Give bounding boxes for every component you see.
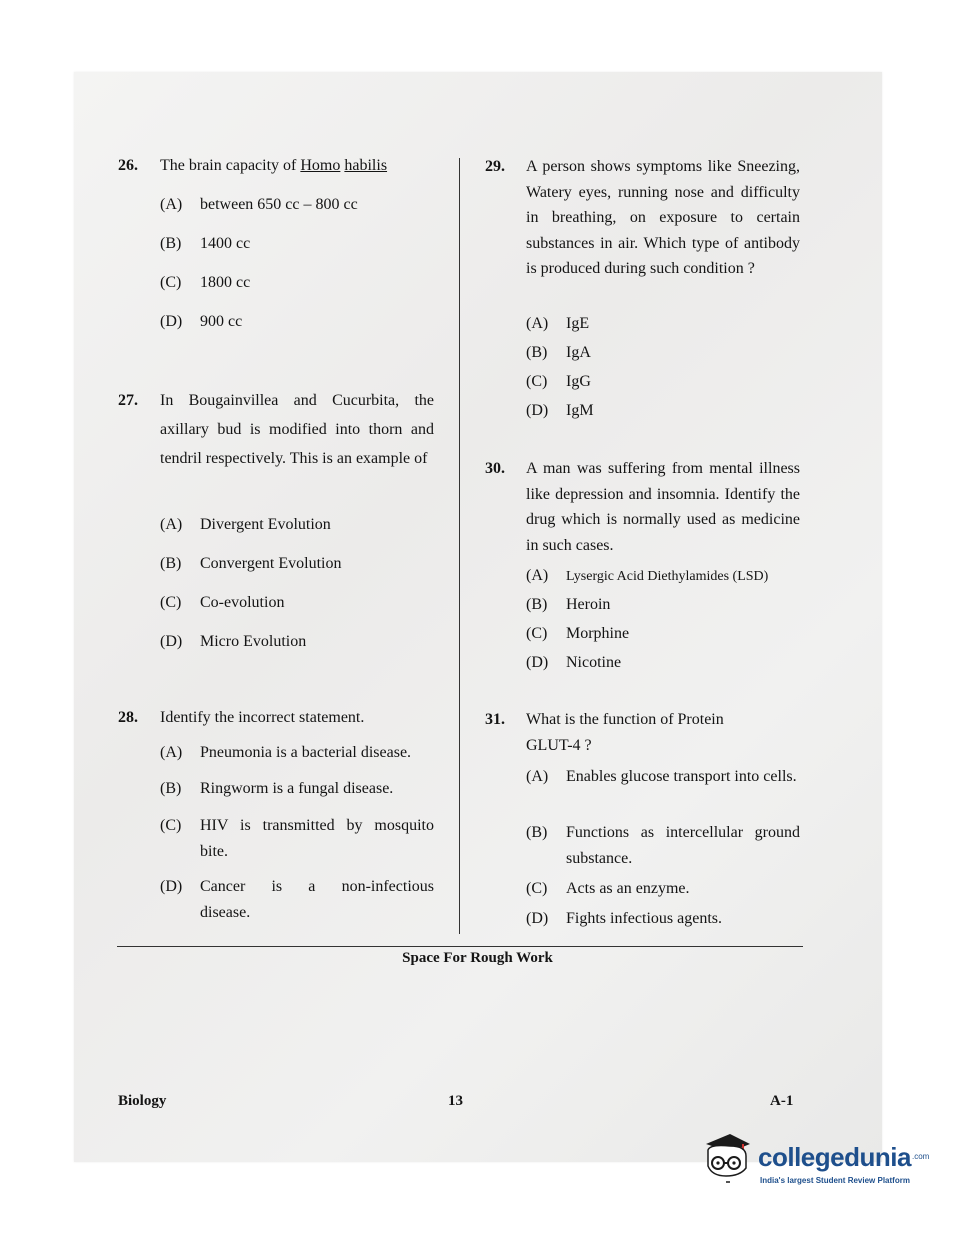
logo-wordmark: collegedunia — [758, 1142, 911, 1172]
logo-tagline: India's largest Student Review Platform — [760, 1176, 910, 1185]
question-28: 28. Identify the incorrect statement. (A) Pneumonia is a bacterial disease. (B) Ringworm is a fungal disease. (C) HIV is transmitted by mosquito bite. (D) Cancer is a non-infectious disease. — [118, 705, 448, 935]
collegedunia-logo — [700, 1130, 940, 1190]
option-c: (C) Co-evolution — [160, 594, 285, 611]
footer-page-number: 13 — [448, 1093, 463, 1109]
option-a: (A) IgE — [526, 315, 590, 332]
option-b: (B) Convergent Evolution — [160, 555, 342, 572]
question-29 — [485, 154, 805, 429]
option-a: (A) Lysergic Acid Diethylamides (LSD) — [526, 567, 769, 584]
option-c: (C) Morphine — [526, 625, 630, 642]
question-31: 31. What is the function of Protein GLUT-4 ? (A) Enables glucose transport into cells. (B) Functions as intercellular ground substance. (C) Acts as an enzyme. (D) Fights infectious agents. — [485, 707, 805, 937]
question-number: 30. — [485, 460, 505, 477]
question-number: 26. — [118, 157, 138, 174]
option-d: (D) Nicotine — [526, 654, 622, 671]
question-number: 31. — [485, 711, 505, 728]
question-27 — [118, 386, 438, 666]
option-d: (D) Fights infectious agents. — [526, 910, 722, 927]
mascot-icon — [700, 1130, 756, 1190]
question-30 — [485, 456, 805, 681]
question-text: A man was suffering from mental illness like depression and insomnia. Identify the drug which is normally used as medicine in such cases. — [526, 460, 800, 554]
option-a: (A) Pneumonia is a bacterial disease. — [160, 744, 412, 761]
question-number: 29. — [485, 158, 505, 175]
option-a: (A) Divergent Evolution — [160, 516, 331, 533]
question-number: 28. — [118, 709, 138, 726]
option-b: (B) Heroin — [526, 596, 611, 613]
question-text: A person shows symptoms like Sneezing, Watery eyes, running nose and difficulty in breathing, on exposure to certain substances in air. Which type of antibody is produced during such condition ? — [526, 158, 800, 277]
logo-domain: .com — [912, 1152, 930, 1161]
option-d: (D) Micro Evolution — [160, 633, 307, 650]
option-b: (B) Ringworm is a fungal disease. — [160, 780, 394, 797]
option-c: (C) Acts as an enzyme. — [526, 880, 690, 897]
option-c: (C) IgG — [526, 373, 591, 390]
option-b: (B) IgA — [526, 344, 591, 361]
question-number: 27. — [118, 392, 138, 409]
question-26 — [118, 153, 438, 343]
footer-subject: Biology — [118, 1093, 167, 1109]
option-a: (A) between 650 cc – 800 cc — [160, 196, 358, 213]
footer-code: A-1 — [770, 1093, 794, 1109]
option-d: (D) 900 cc — [160, 313, 243, 330]
section-divider — [117, 946, 803, 947]
question-text: In Bougainvillea and Cucurbita, the axillary bud is modified into thorn and tendril respectively. This is an example of — [160, 392, 434, 467]
question-text: Identify the incorrect statement. — [160, 709, 365, 726]
question-text: The brain capacity of Homo habilis — [160, 157, 388, 174]
option-b: (B) 1400 cc — [160, 235, 251, 252]
question-text: What is the function of Protein GLUT-4 ? — [526, 711, 724, 754]
option-d: (D) IgM — [526, 402, 594, 419]
option-c: (C) 1800 cc — [160, 274, 251, 291]
rough-work-label: Space For Rough Work — [402, 950, 553, 966]
column-divider — [459, 158, 460, 934]
